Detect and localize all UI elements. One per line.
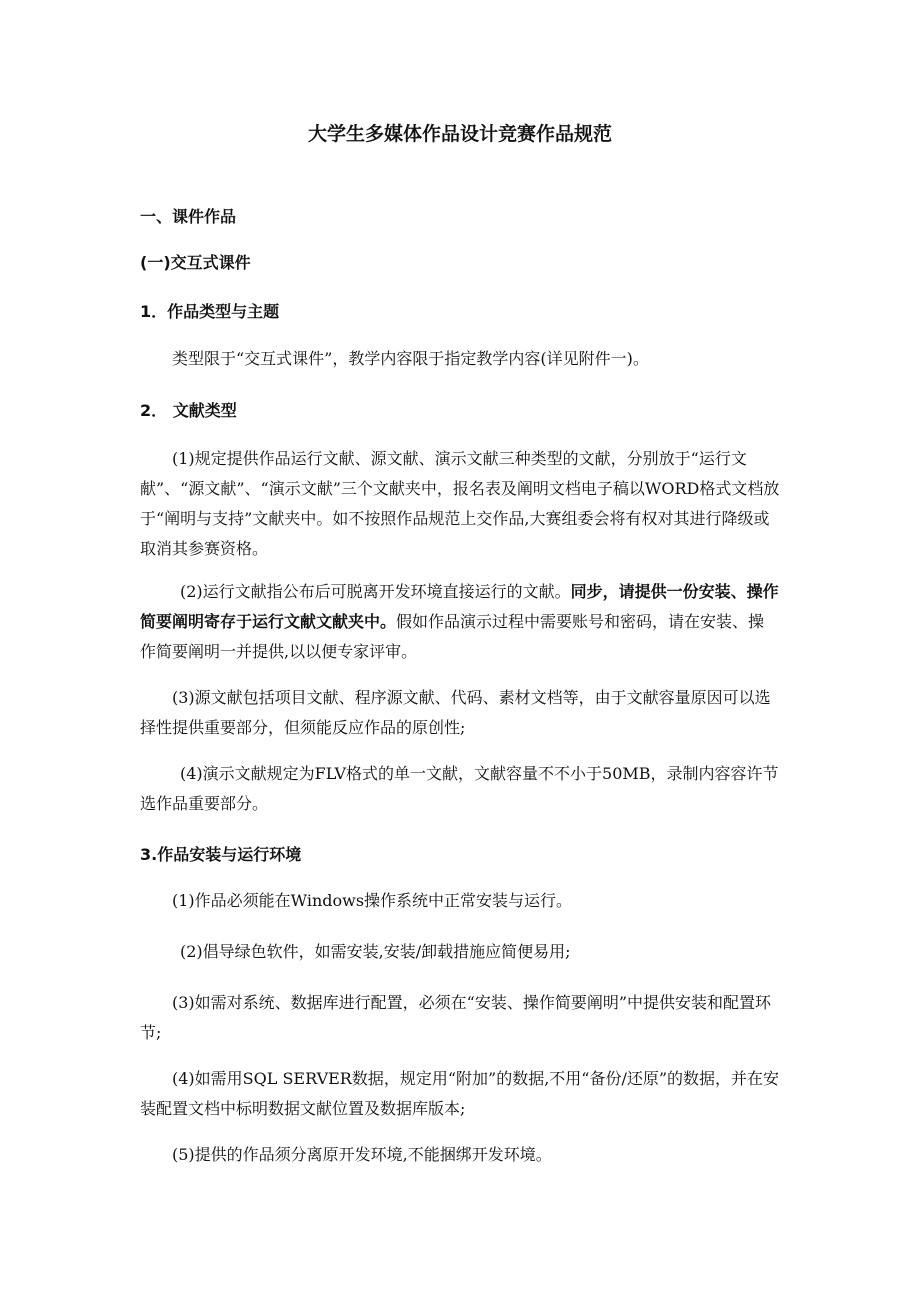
paragraph-environment-2: (2)倡导绿色软件，如需安装,安装/卸载措施应简便易用; bbox=[180, 942, 571, 961]
paragraph-document-4: (4)演示文献规定为FLV格式的单一文献，文献容量不不小于50MB，录制内容容许节选作品重要部分。 bbox=[140, 764, 779, 813]
heading-install-environment: 3.作品安装与运行环境 bbox=[140, 845, 302, 864]
paragraph-document-1: (1)规定提供作品运行文献、源文献、演示文献三种类型的文献，分别放于“运行文献”、“源文献”、“演示文献”三个文献夹中，报名表及阐明文档电子稿以WORD格式文档放于“阐明与支持”文献夹中。如不按照作品规范上交作品,大赛组委会将有权对其进行降级或取消其参赛资格。 bbox=[140, 449, 780, 558]
paragraph-document-2-emphasis: 同步，请提供一份安装、操作简要阐明寄存于运行文献文献夹中。 bbox=[140, 582, 779, 631]
paragraph-environment-1: (1)作品必须能在Windows操作系统中正常安装与运行。 bbox=[172, 891, 573, 910]
heading-document-type: 2． 文献类型 bbox=[140, 401, 237, 420]
paragraph-environment-5: (5)提供的作品须分离原开发环境,不能捆绑开发环境。 bbox=[172, 1145, 552, 1164]
paragraph-environment-4: (4)如需用SQL SERVER数据，规定用“附加”的数据,不用“备份/还原”的数据，并在安装配置文档中标明数据文献位置及数据库版本; bbox=[140, 1069, 780, 1118]
heading-courseware: 一、课件作品 bbox=[140, 207, 237, 226]
paragraph-work-type: 类型限于“交互式课件”，教学内容限于指定教学内容(详见附件一)。 bbox=[172, 349, 649, 368]
heading-work-type: 1．作品类型与主题 bbox=[140, 302, 280, 321]
paragraph-document-3: (3)源文献包括项目文献、程序源文献、代码、素材文档等，由于文献容量原因可以选择性提供重要部分，但须能反应作品的原创性; bbox=[140, 688, 771, 737]
paragraph-document-2-intro: (2)运行文献指公布后可脱离开发环境直接运行的文献。 bbox=[180, 582, 571, 601]
heading-interactive-courseware: (一)交互式课件 bbox=[140, 253, 251, 272]
paragraph-environment-3: (3)如需对系统、数据库进行配置，必须在“安装、操作简要阐明”中提供安装和配置环节; bbox=[140, 993, 772, 1042]
document-title: 大学生多媒体作品设计竞赛作品规范 bbox=[307, 123, 612, 145]
paragraph-document-2 bbox=[140, 577, 780, 667]
paragraph-document-2-rest: 假如作品演示过程中需要账号和密码，请在安装、操作简要阐明一并提供,以以便专家评审。 bbox=[140, 612, 765, 661]
